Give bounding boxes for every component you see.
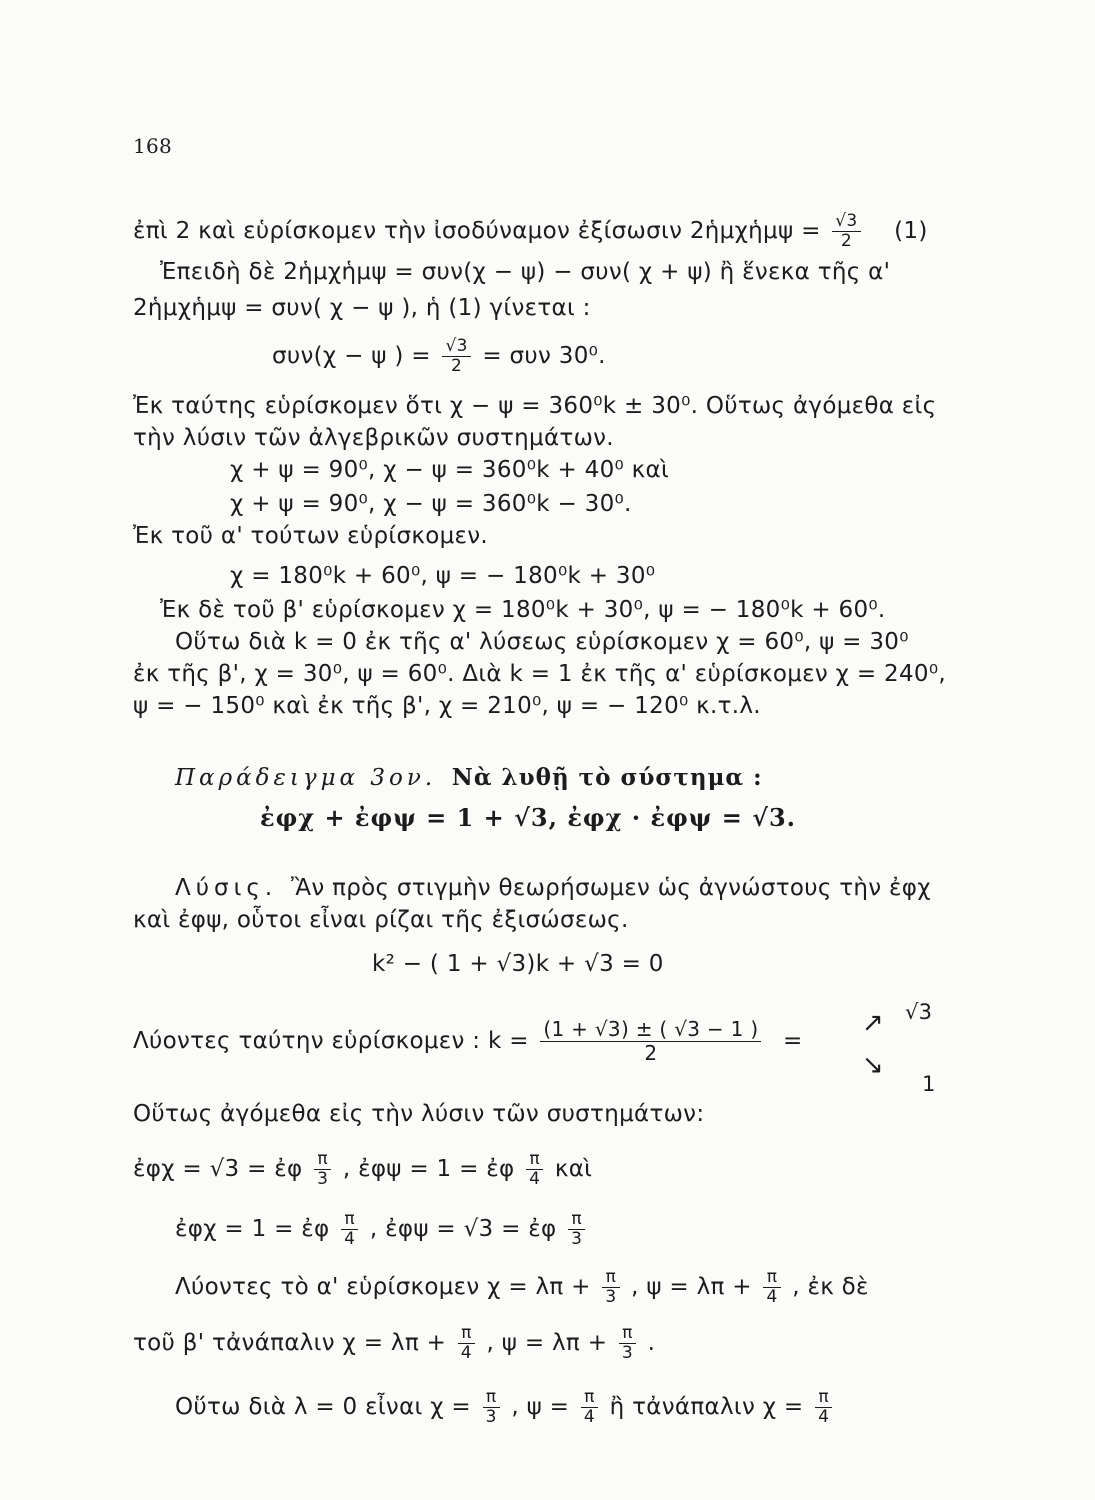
fraction: $\frac{\pi}{4}$: [581, 1388, 598, 1427]
fraction: $\frac{\pi}{4}$: [763, 1268, 780, 1307]
example-text: Νὰ λυθῇ τὸ σύστημα :: [451, 764, 763, 791]
fraction: $\frac{(1 + √3) \pm ( √3 - 1 )}{2}$: [540, 1018, 761, 1065]
system-equation: ἐφχ + ἐφψ = 1 + √3, ἐφχ · ἐφψ = √3.: [260, 803, 797, 832]
arrow-up-icon: ↗: [862, 1008, 884, 1038]
example-label: Παράδειγμα 3ον.: [175, 765, 437, 791]
equation-line: ἐφχ = √3 = ἐφ $\frac{\pi}{3}$ , ἐφψ = 1 = ἐφ $\frac{\pi}{4}$ καὶ: [133, 1149, 593, 1189]
page-number: 168: [133, 134, 173, 158]
equation-tag: (1): [894, 218, 928, 244]
fraction: $\frac{\pi}{3}$: [602, 1268, 619, 1307]
text-line: Ἐπειδὴ δὲ 2ἡμχἡμψ = συν(χ − ψ) − συν( χ + ψ) ἢ ἕνεκα τῆς α': [160, 259, 891, 285]
text-line: Οὕτως ἀγόμεθα εἰς τὴν λύσιν τῶν συστημάτων:: [133, 1101, 705, 1127]
equation-line: Λύοντες ταύτην εὑρίσκομεν : k = $\frac{(1 + √3) \pm ( √3 - 1 )}{2}$ =: [133, 1017, 803, 1065]
text-line: ἐπὶ 2 καὶ εὑρίσκομεν τὴν ἰσοδύναμον ἐξίσωσιν 2ἡμχἡμψ = $\frac{√3}{2}$ (1): [133, 211, 928, 251]
fraction: $\frac{\pi}{3}$: [314, 1150, 331, 1189]
equation-line: k² − ( 1 + √3)k + √3 = 0: [372, 951, 664, 977]
fraction: $\frac{√3}{2}$: [442, 337, 470, 376]
text-line: ψ = − 150⁰ καὶ ἐκ τῆς β', χ = 210⁰, ψ = − 120⁰ κ.τ.λ.: [133, 693, 761, 719]
fraction: $\frac{\pi}{3}$: [483, 1388, 500, 1427]
fraction: $\frac{\pi}{4}$: [526, 1150, 543, 1189]
equation-line: συν(χ − ψ ) = $\frac{√3}{2}$ = συν 30⁰.: [272, 336, 606, 376]
text-line: καὶ ἐφψ, οὗτοι εἶναι ρίζαι τῆς ἐξισώσεως.: [133, 907, 629, 933]
equation-line: χ + ψ = 90⁰, χ − ψ = 360⁰k − 30⁰.: [230, 491, 632, 517]
equation-line: τοῦ β' τἀνάπαλιν χ = λπ + $\frac{\pi}{4}$ , ψ = λπ + $\frac{\pi}{3}$ .: [133, 1323, 656, 1363]
root-value: 1: [922, 1072, 936, 1096]
solution-label: Λύσις.: [175, 875, 278, 901]
text-line: Ἐκ τοῦ α' τούτων εὑρίσκομεν.: [133, 523, 488, 549]
fraction: $\frac{\pi}{4}$: [458, 1324, 475, 1363]
text-line: τὴν λύσιν τῶν ἀλγεβρικῶν συστημάτων.: [133, 425, 614, 451]
text-line: Οὕτω διὰ k = 0 ἐκ τῆς α' λύσεως εὑρίσκομεν χ = 60⁰, ψ = 30⁰: [175, 629, 909, 655]
text-line: 2ἡμχἡμψ = συν( χ − ψ ), ἡ (1) γίνεται :: [133, 295, 591, 321]
solution-heading: Λύσις. Ἂν πρὸς στιγμὴν θεωρήσωμεν ὡς ἀγνώστους τὴν ἐφχ: [175, 875, 931, 901]
equation-line: χ + ψ = 90⁰, χ − ψ = 360⁰k + 40⁰ καὶ: [230, 457, 670, 483]
equation-line: χ = 180⁰k + 60⁰, ψ = − 180⁰k + 30⁰: [230, 563, 656, 589]
fraction: $\frac{\pi}{3}$: [568, 1210, 585, 1249]
text-line: Ἐκ ταύτης εὑρίσκομεν ὅτι χ − ψ = 360⁰k ± 30⁰. Οὕτως ἀγόμεθα εἰς: [133, 393, 937, 419]
equation-line: Λύοντες τὸ α' εὑρίσκομεν χ = λπ + $\frac{\pi}{3}$ , ψ = λπ + $\frac{\pi}{4}$ , ἐκ δὲ: [175, 1267, 869, 1307]
fraction: $\frac{\pi}{3}$: [619, 1324, 636, 1363]
fraction: $\frac{\pi}{4}$: [341, 1210, 358, 1249]
equation-line: Οὕτω διὰ λ = 0 εἶναι χ = $\frac{\pi}{3}$ , ψ = $\frac{\pi}{4}$ ἢ τἀνάπαλιν χ = $\frac{\pi}{4}$: [175, 1388, 836, 1427]
example-heading: [175, 764, 763, 792]
equation-line: ἐφχ = 1 = ἐφ $\frac{\pi}{4}$ , ἐφψ = √3 = ἐφ $\frac{\pi}{3}$: [175, 1210, 589, 1249]
fraction: $\frac{√3}{2}$: [832, 212, 860, 251]
root-value: √3: [905, 1000, 933, 1024]
arrow-down-icon: ↘: [862, 1050, 884, 1080]
fraction: $\frac{\pi}{4}$: [815, 1388, 832, 1427]
text-line: ἐκ τῆς β', χ = 30⁰, ψ = 60⁰. Διὰ k = 1 ἐκ τῆς α' εὑρίσκομεν χ = 240⁰,: [133, 661, 946, 687]
text-line: Ἐκ δὲ τοῦ β' εὑρίσκομεν χ = 180⁰k + 30⁰, ψ = − 180⁰k + 60⁰.: [160, 597, 886, 623]
